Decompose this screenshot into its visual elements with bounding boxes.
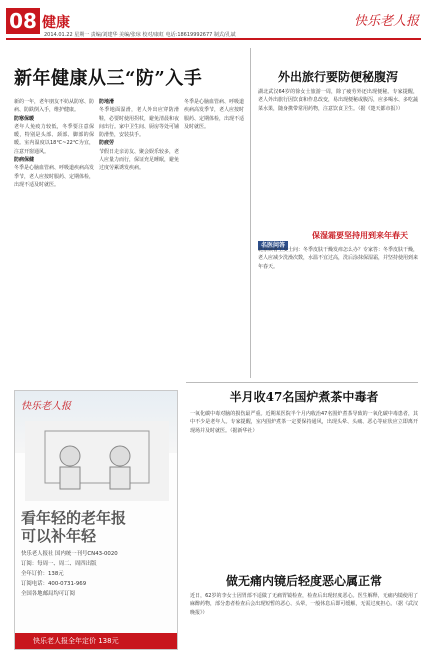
ad-detail-5: 全国各地邮局均可订阅 (21, 591, 75, 597)
qa-body: 北京读者王女士问：冬季皮肤干燥发痒怎么办？专家答：冬季皮肤干燥，老人应减少洗澡次数，水温不宜过高，洗后涂抹保湿霜，并坚持使用到来年春天。 (258, 247, 418, 270)
endoscopy-title: 做无痛内镜后轻度恶心属正常 (225, 574, 382, 588)
section-title: 健康 (42, 15, 70, 31)
page-number: 08 (6, 8, 40, 34)
lead-column-2 (99, 98, 179, 383)
lead-headline: 新年健康从三“防”入手 (14, 68, 203, 89)
lead-body1: 老年人免疫力较低，冬季要注意保暖，特别是头部、颈部、脚部的保暖。室内温度以18℃~22℃为宜，注意开窗通风。 (14, 123, 94, 155)
lead-body3: 冬季地面湿滑，老人外出应穿防滑鞋，必要时使用拐杖，避免清晨和夜间出行。家中卫生间、厨房等处可铺防滑垫，安装扶手。 (99, 107, 179, 139)
qa-title: 保湿霜要坚持用到来年春天 (312, 230, 408, 240)
lead-sub3: 防地滑 (99, 99, 115, 105)
ad-slogan (21, 509, 173, 545)
ad-slogan-line1: 看年轻的老年报 (21, 509, 127, 527)
qa-tag-label: 名医问答 (258, 241, 288, 250)
lead-body4: 节假日走亲访友、聚会娱乐较多，老人应量力而行，保证充足睡眠，避免过度劳累诱发疾病。 (99, 148, 179, 172)
header-rule (6, 38, 421, 40)
medical-title: 半月收47名国炉煮茶中毒者 (229, 390, 379, 404)
section-divider (186, 382, 418, 383)
endoscopy-body: 近日，62岁的李女士因胃部不适做了无痛胃镜检查，检查后出现轻度恶心。医生解释，无痛内镜使用了麻醉药物，部分患者检查后会出现短暂的恶心、头晕，一般休息后即可缓解，无需过度担心。（据《武汉晚报》） (190, 593, 418, 616)
issue-meta: 2014.01.22 星期一 责编/刘建华 美编/张琼 校对/康虹 电话:18619992677 制式/孔斌 (44, 32, 236, 38)
lead-sub1: 防寒保暖 (14, 115, 35, 122)
illustration-icon (25, 421, 169, 501)
lead-body2: 冬季是心脑血管病、呼吸道疾病高发季节，老人应按时服药、定期体检，出现不适及时就医。 (14, 165, 94, 188)
ad-detail-3: 全年订价：138元 (21, 571, 64, 577)
travel-title: 外出旅行要防便秘腹泻 (277, 70, 398, 84)
lead-intro: 新的一年，老年朋友不妨从防寒、防病、防跌倒入手，维护健康。 (14, 99, 94, 114)
medical-body: 一氧化碳中毒对脑的损伤最严重。近期某医院半个月内收治47名围炉煮茶导致的一氧化碳中毒患者，其中不少是老年人。专家提醒，室内围炉煮茶一定要保持通风，出现头晕、头痛、恶心等症状应立即离开现场并及时就医。（据新华社） (190, 411, 418, 434)
ad-detail-4: 订阅电话：400-0731-969 (21, 581, 87, 587)
lead-column-3 (184, 98, 244, 383)
subscription-ad (14, 390, 178, 650)
column-divider (250, 48, 251, 378)
travel-body: 湖北武汉64岁的徐女士旅游一周，除了疲劳外还出现便秘。专家提醒，老人外出旅行因饮食和作息改变，易出现便秘或腹泻，应多喝水、多吃蔬菜水果，随身携带常用药物，注意饮食卫生。（据《楚天都市报》） (258, 89, 418, 112)
lead-body4-cont: 冬季是心脑血管病、呼吸道疾病高发季节，老人应按时服药、定期体检，出现不适及时就医。 (184, 99, 244, 130)
ad-footer: 快乐老人报全年定价 138元 (15, 633, 178, 649)
ad-detail-2: 订阅：每周一、周二、周四出版 (21, 561, 97, 567)
ad-slogan-line2: 可以补年轻 (21, 527, 97, 545)
lead-sub4: 防疲劳 (99, 140, 115, 147)
lead-sub2: 防病保健 (14, 157, 35, 164)
ad-detail-1: 快乐老人报社 国内统一刊号CN43-0020 (21, 551, 118, 557)
newspaper-logo: 快乐老人报 (353, 14, 419, 29)
ad-details (21, 549, 173, 599)
lead-column-1 (14, 98, 94, 383)
ad-brand: 快乐老人报 (21, 401, 71, 412)
